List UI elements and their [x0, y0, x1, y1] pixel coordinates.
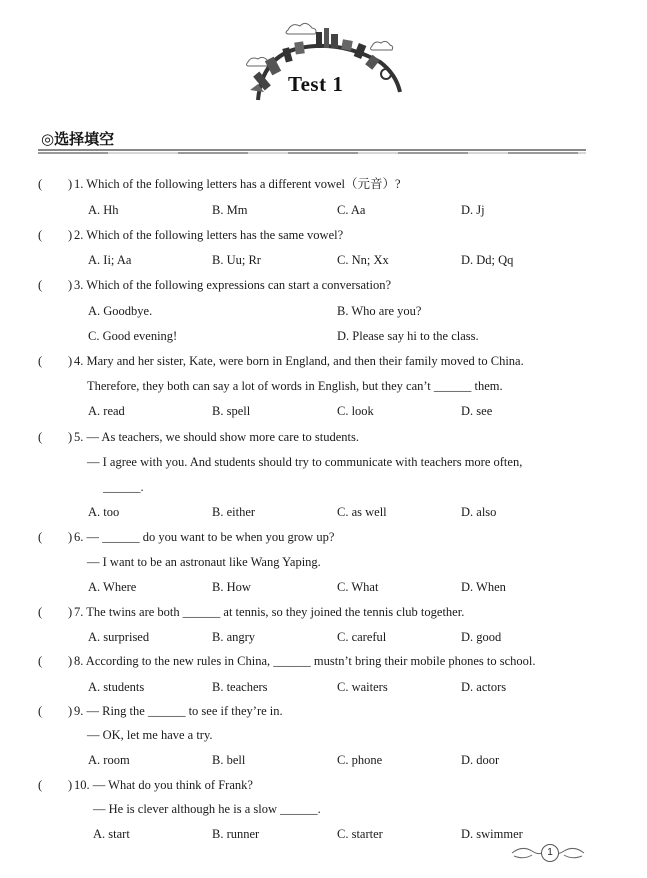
answer-paren-open: (	[38, 430, 43, 444]
option-a: A. students	[88, 680, 145, 694]
option-a: A. Goodbye.	[88, 304, 153, 318]
page-title: Test 1	[288, 72, 344, 96]
option-a: A. surprised	[88, 630, 150, 644]
question-text: 3. Which of the following expressions can start a conversation?	[74, 278, 392, 292]
question-stem	[0, 702, 647, 720]
option-c: C. waiters	[337, 680, 388, 694]
answer-paren-open: (	[38, 778, 43, 792]
option-c: C. as well	[337, 505, 387, 519]
question-stem	[0, 776, 647, 794]
section-divider	[38, 149, 586, 155]
question-stem	[0, 528, 647, 546]
answer-paren-close: )	[68, 228, 73, 242]
question-continuation: — I agree with you. And students should try to communicate with teachers more often,	[87, 455, 523, 469]
option-a: A. Where	[88, 580, 137, 594]
answer-paren-close: )	[68, 177, 73, 191]
question-text: 5. — As teachers, we should show more care to students.	[74, 430, 360, 444]
option-a: A. Ii; Aa	[88, 253, 132, 267]
option-b: B. How	[212, 580, 251, 594]
question-continuation: — OK, let me have a try.	[87, 728, 213, 742]
question-text: 2. Which of the following letters has the same vowel?	[74, 228, 344, 242]
option-b: B. teachers	[212, 680, 268, 694]
option-b: B. Uu; Rr	[212, 253, 261, 267]
option-a: A. room	[88, 753, 130, 767]
answer-paren-close: )	[68, 704, 73, 718]
question-text: 6. — ______ do you want to be when you grow up?	[74, 530, 335, 544]
answer-paren-open: (	[38, 228, 43, 242]
answer-paren-close: )	[68, 430, 73, 444]
question-stem	[0, 352, 647, 370]
question-text: 10. — What do you think of Frank?	[74, 778, 253, 792]
option-c: C. starter	[337, 827, 383, 841]
page-number: 1	[541, 844, 559, 862]
question-continuation: Therefore, they both can say a lot of words in English, but they can’t ______ them.	[87, 379, 503, 393]
answer-paren-close: )	[68, 354, 73, 368]
option-b: B. either	[212, 505, 256, 519]
question-stem	[0, 428, 647, 446]
option-b: B. Who are you?	[337, 304, 422, 318]
answer-paren-open: (	[38, 354, 43, 368]
question-text: 7. The twins are both ______ at tennis, so they joined the tennis club together.	[74, 605, 465, 619]
option-d: D. Dd; Qq	[461, 253, 514, 267]
question-stem	[0, 652, 647, 670]
option-d: D. When	[461, 580, 506, 594]
answer-paren-open: (	[38, 654, 43, 668]
option-b: B. angry	[212, 630, 256, 644]
question-text: 8. According to the new rules in China, ______ mustn’t bring their mobile phones to school.	[74, 654, 536, 668]
question-text: 9. — Ring the ______ to see if they’re in.	[74, 704, 283, 718]
option-c: C. Nn; Xx	[337, 253, 389, 267]
option-c: C. What	[337, 580, 379, 594]
option-c: C. careful	[337, 630, 387, 644]
option-c: C. phone	[337, 753, 383, 767]
option-a: A. too	[88, 505, 120, 519]
option-b: B. Mm	[212, 203, 248, 217]
question-stem	[0, 603, 647, 621]
section-heading: ◎选择填空	[41, 130, 115, 148]
option-a: A. start	[93, 827, 130, 841]
option-d: D. also	[461, 505, 497, 519]
answer-paren-close: )	[68, 778, 73, 792]
answer-paren-close: )	[68, 278, 73, 292]
question-stem	[0, 226, 647, 244]
question-continuation: ______.	[103, 480, 144, 494]
question-text: 1. Which of the following letters has a different vowel（元音）?	[74, 177, 401, 191]
option-a: A. read	[88, 404, 125, 418]
option-d: D. swimmer	[461, 827, 523, 841]
option-d: D. Jj	[461, 203, 485, 217]
answer-paren-open: (	[38, 530, 43, 544]
answer-paren-close: )	[68, 605, 73, 619]
answer-paren-open: (	[38, 605, 43, 619]
option-c: C. look	[337, 404, 374, 418]
option-d: D. Please say hi to the class.	[337, 329, 479, 343]
option-a: A. Hh	[88, 203, 119, 217]
question-stem	[0, 276, 647, 294]
option-d: D. see	[461, 404, 493, 418]
answer-paren-open: (	[38, 704, 43, 718]
answer-paren-open: (	[38, 278, 43, 292]
question-continuation: — He is clever although he is a slow ______.	[93, 802, 321, 816]
option-d: D. door	[461, 753, 500, 767]
answer-paren-close: )	[68, 530, 73, 544]
option-c: C. Aa	[337, 203, 366, 217]
option-b: B. runner	[212, 827, 260, 841]
option-d: D. good	[461, 630, 502, 644]
question-continuation: — I want to be an astronaut like Wang Yaping.	[87, 555, 321, 569]
option-c: C. Good evening!	[88, 329, 178, 343]
option-d: D. actors	[461, 680, 507, 694]
question-stem	[0, 175, 647, 193]
question-text: 4. Mary and her sister, Kate, were born in England, and then their family moved to China.	[74, 354, 524, 368]
option-b: B. spell	[212, 404, 251, 418]
answer-paren-open: (	[38, 177, 43, 191]
answer-paren-close: )	[68, 654, 73, 668]
option-b: B. bell	[212, 753, 246, 767]
